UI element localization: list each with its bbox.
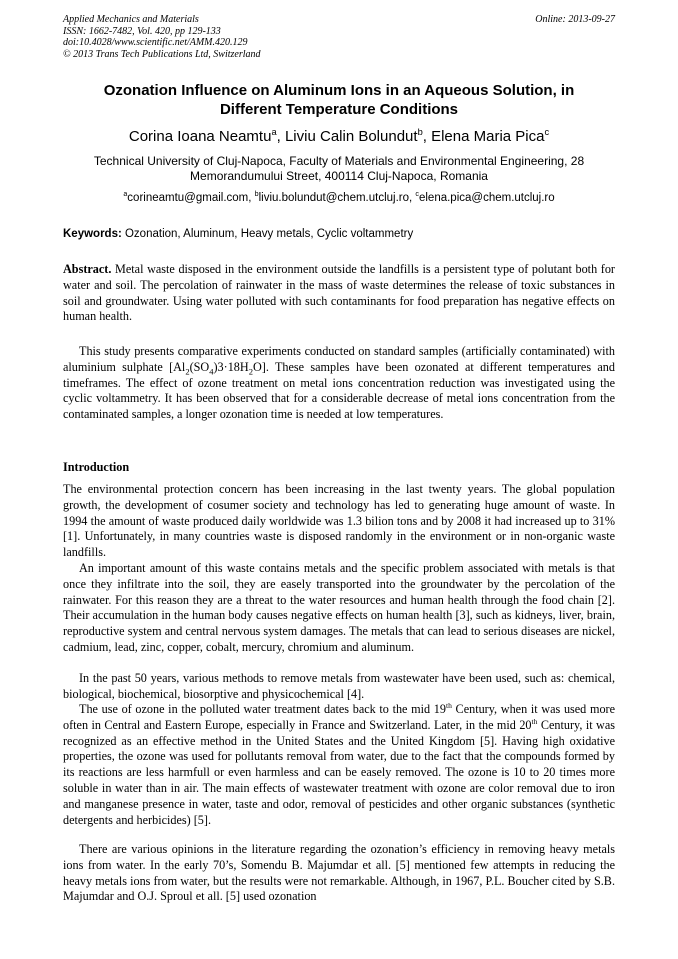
keywords-text: Ozonation, Aluminum, Heavy metals, Cyclic voltammetry: [121, 228, 414, 240]
superscript: th: [531, 716, 538, 726]
email-sup: c: [415, 190, 419, 199]
author-list: [63, 127, 615, 146]
affiliation-line-2: Memorandumului Street, 400114 Cluj-Napoca, Romania: [190, 169, 488, 183]
abstract-paragraph: [63, 262, 615, 325]
email-list: [63, 191, 615, 206]
author-name: Corina Ioana Neamtu: [128, 128, 272, 145]
title-line-1: Ozonation Influence on Aluminum Ions in an Aqueous Solution, in: [103, 82, 575, 99]
author-sup: c: [544, 127, 550, 137]
affiliation-line-1: Technical University of Cluj-Napoca, Faculty of Materials and Environmental Engineering, 28: [93, 154, 585, 168]
subscript: 4: [209, 366, 214, 377]
author-sup: b: [417, 127, 423, 137]
email-sup: b: [254, 190, 259, 199]
intro-paragraph: The environmental protection concern has been increasing in the last twenty years. The global population growth, the development of cosumer society and technology has led to generating huge amount of waste. In 1994 the amount of waste produced daily worldwide was 1.3 bilion tons and by 2008 it had increased up to 31% [1]. Unfortunately, in many countries waste is disposed randomly in the environment or in non-organic waste landfills.: [63, 482, 615, 560]
author-separator: ,: [276, 128, 285, 145]
title-line-2: Different Temperature Conditions: [219, 101, 459, 118]
author-name: Liviu Calin Bolundut: [284, 128, 418, 145]
abstract-text: O]. These samples have been ozonated at different temperatures and timeframes. The effect of ozone treatment on metal ions concentration reduction was investigated using the cyclic voltammetry. It has been observed that for a considerable decrease of metal ions concentration from the contaminated samples, a longer ozonation time is needed at low temperatures.: [63, 359, 615, 422]
intro-paragraph: In the past 50 years, various methods to remove metals from wastewater have been used, such as: chemical, biological, biochemical, biosorptive and physicochemical [4].: [63, 671, 615, 701]
email-separator: ,: [248, 192, 255, 204]
subscript: 2: [248, 366, 253, 377]
journal-name: Applied Mechanics and Materials: [63, 14, 199, 25]
keywords-line: [63, 227, 615, 242]
copyright-line: © 2013 Trans Tech Publications Ltd, Switzerland: [63, 48, 261, 60]
subscript: 2: [185, 366, 190, 377]
email-separator: ,: [409, 192, 416, 204]
intro-paragraph: An important amount of this waste contains metals and the specific problem associated with metals is that once they infiltrate into the soil, they are easely transported into the groundwater by the percolation of the rainwater. For this reason they are a threat to the water resources and human health through the food chain [2]. Their accumulation in the human body causes negative effects on human health [3], such as kidneys, liver, brain, reproductive system and central nervous system damages. The metals that can lead to serious diseases are nickel, cadmium, lead, zinc, copper, cobalt, mercury, chromium and aluminum.: [63, 561, 615, 654]
abstract-text: Metal waste disposed in the environment outside the landfills is a persistent type of polutant both for water and soil. The percolation of rainwater in the mass of waste determines the release of toxic substances in soil and groundwater. Using water polluted with such contaminants for food preparation has negative effects on human health.: [63, 262, 615, 324]
abstract-paragraph-2: [63, 344, 615, 423]
author-separator: ,: [422, 128, 432, 145]
email-link[interactable]: liviu.bolundut@chem.utcluj.ro: [258, 192, 410, 204]
keywords-label: Keywords:: [63, 228, 122, 240]
intro-paragraph: There are various opinions in the literature regarding the ozonation’s efficiency in removing heavy metals ions from water. In the early 70’s, Somendu B. Majumdar et all. [5] mentioned few attempts in reducing the heavy metals ions from water, but the results were not remarkable. Although, in 1967, P.L. Boucher cited by S.B. Majumdar and O.J. Sproul et all. [5] used ozonation: [63, 842, 615, 904]
affiliation: [63, 154, 615, 184]
superscript: th: [446, 700, 452, 710]
abstract-text: )3·18H: [213, 359, 249, 374]
intro-text: The use of ozone in the polluted water treatment dates back to the mid 19: [79, 702, 446, 716]
email-sup: a: [123, 190, 128, 199]
author-sup: a: [271, 127, 277, 137]
online-date: Online: 2013-09-27: [535, 14, 615, 25]
intro-paragraph: [63, 702, 615, 828]
abstract-label: Abstract.: [63, 262, 112, 276]
intro-text: Century, it was recognized as an effective method in the United States and the United Kingdom [5]. Having high oxidative properties, the ozone was used for pollutants removal from water, due to the fact that the compounds formed by its reactions are less harmfull or even harmless and can be easely removed. The ozone is 10 to 20 times more soluble in water than in air. The main effects of wastewater treatment with ozone are color removal due to iron and manganese presence in water, taste and odor, removal of pesticides and other organic substances (synthetic detergents and herbicides) [5].: [63, 717, 615, 827]
paper-title: [63, 81, 615, 119]
abstract-text: This study presents comparative experiments conducted on standard samples (artificially contaminated) with aluminium sulphate [Al: [63, 344, 615, 374]
author-name: Elena Maria Pica: [431, 128, 545, 145]
intro-text: Century, when it was used more often in Central and Eastern Europe, especially in France and Switzerland. Later, in the mid 20: [63, 702, 616, 732]
email-link[interactable]: elena.pica@chem.utcluj.ro: [418, 192, 555, 204]
issn-line: ISSN: 1662-7482, Vol. 420, pp 129-133: [63, 25, 221, 37]
email-link[interactable]: corineamtu@gmail.com: [127, 192, 249, 204]
journal-header: [63, 14, 261, 60]
doi-line: doi:10.4028/www.scientific.net/AMM.420.129: [63, 37, 248, 48]
abstract-text: (SO: [189, 359, 210, 374]
section-heading: Introduction: [63, 460, 130, 474]
